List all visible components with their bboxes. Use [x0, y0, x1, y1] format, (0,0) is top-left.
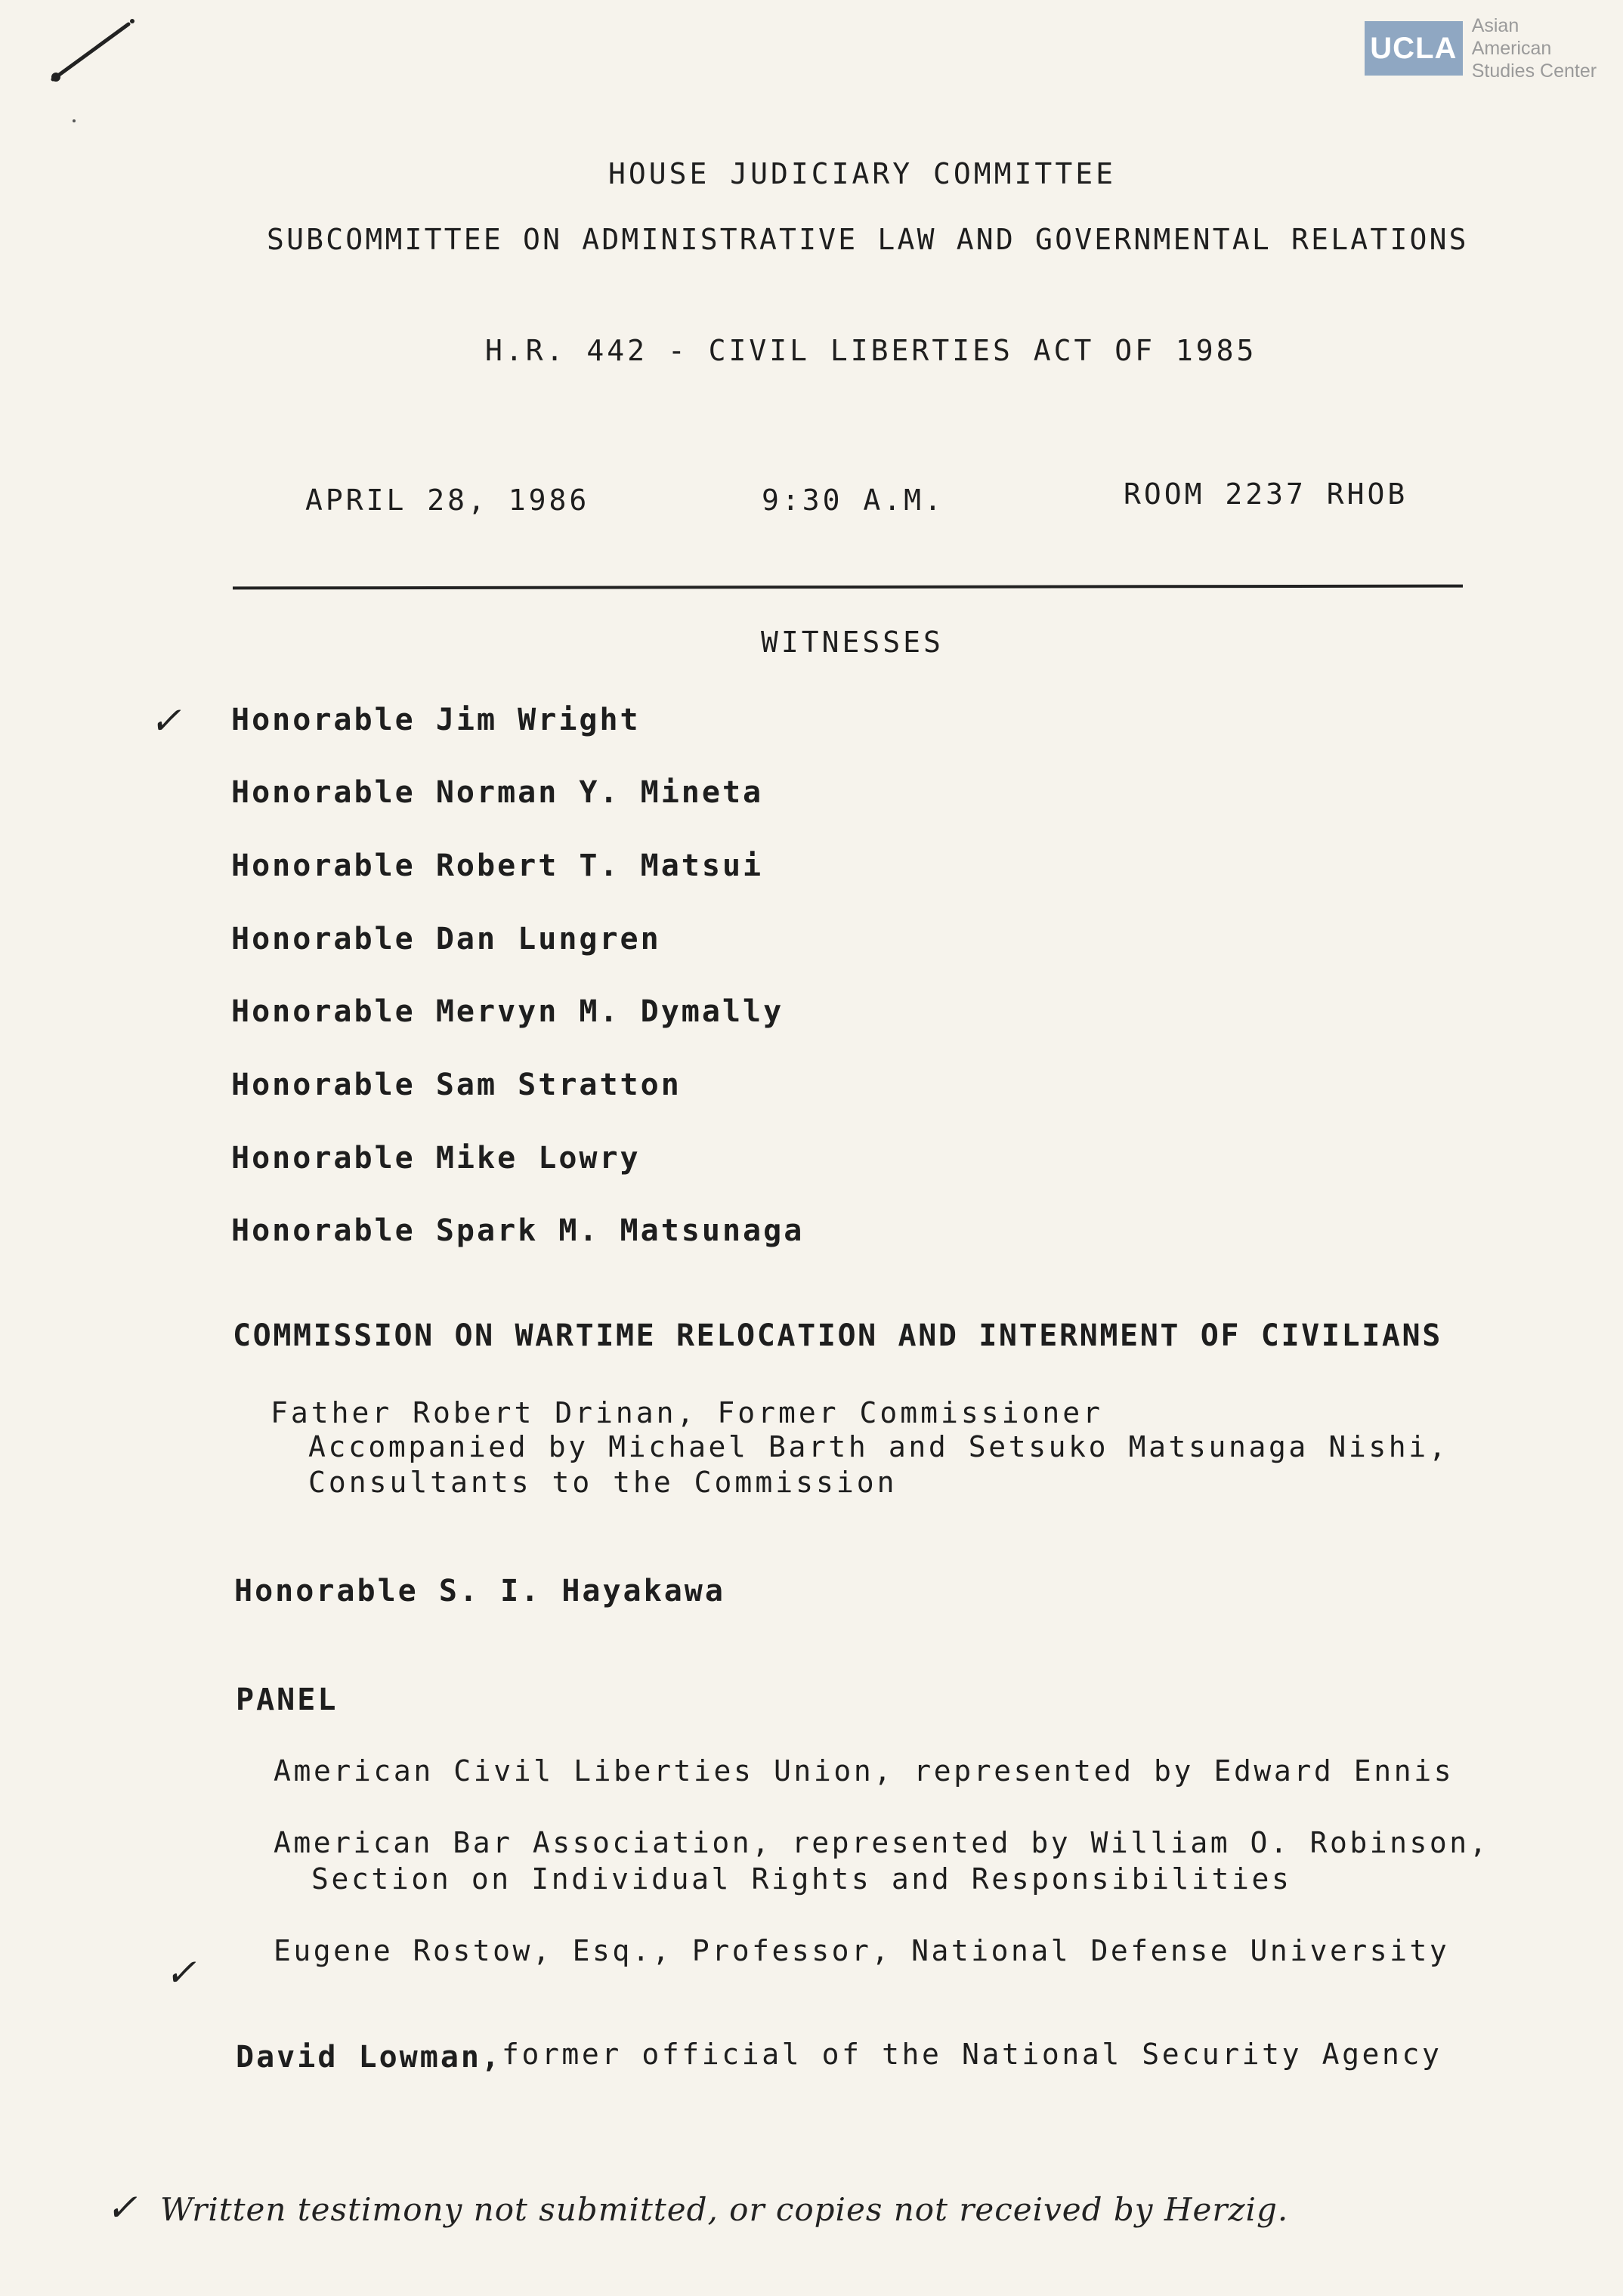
hearing-date: APRIL 28, 1986 — [305, 484, 590, 517]
watermark-line-2: Studies Center — [1471, 60, 1597, 82]
panel-aba-line-2: Section on Individual Rights and Responsibilities — [311, 1862, 1292, 1896]
divider-line — [233, 585, 1463, 590]
witness-item: Honorable Mervyn M. Dymally — [231, 994, 784, 1029]
commission-line-1: Father Robert Drinan, Former Commissioner — [270, 1396, 1103, 1429]
witness-lowman-name: David Lowman, — [236, 2040, 502, 2075]
panel-aba-line-1: American Bar Association, represented by William O. Robinson, — [274, 1826, 1490, 1859]
witness-item: Honorable Spark M. Matsunaga — [231, 1213, 805, 1248]
checkmark-1-icon: ✓ — [150, 699, 181, 743]
checkmark-3-icon: ✓ — [106, 2186, 138, 2230]
witness-hayakawa: Honorable S. I. Hayakawa — [234, 1574, 725, 1608]
watermark-line-1: Asian American — [1471, 15, 1552, 59]
witness-item: Honorable Mike Lowry — [231, 1141, 641, 1176]
witness-lowman-role: former official of the National Security Agency — [502, 2038, 1442, 2071]
witness-item: Honorable Sam Stratton — [231, 1068, 682, 1102]
panel-aclu: American Civil Liberties Union, represented by Edward Ennis — [274, 1754, 1455, 1788]
witnesses-heading: WITNESSES — [761, 626, 944, 659]
handwritten-note: Written testimony not submitted, or copies not received by Herzig. — [160, 2191, 1289, 2228]
bill-title: H.R. 442 - CIVIL LIBERTIES ACT OF 1985 — [485, 334, 1257, 367]
commission-line-2: Accompanied by Michael Barth and Setsuko Matsunaga Nishi, — [308, 1430, 1449, 1463]
committee-title: HOUSE JUDICIARY COMMITTEE — [608, 157, 1116, 190]
ucla-logo: UCLA — [1365, 21, 1463, 76]
witness-item: Honorable Robert T. Matsui — [231, 848, 764, 883]
commission-title: COMMISSION ON WARTIME RELOCATION AND INTERNMENT OF CIVILIANS — [233, 1318, 1442, 1353]
pen-mark-icon — [45, 15, 151, 136]
panel-rostow: Eugene Rostow, Esq., Professor, National Defense University — [274, 1934, 1450, 1967]
commission-line-3: Consultants to the Commission — [308, 1466, 898, 1499]
hearing-time: 9:30 A.M. — [762, 484, 944, 517]
subcommittee-title: SUBCOMMITTEE ON ADMINISTRATIVE LAW AND GOVERNMENTAL RELATIONS — [267, 223, 1469, 256]
hearing-room: ROOM 2237 RHOB — [1124, 477, 1408, 511]
panel-heading: PANEL — [236, 1683, 339, 1717]
witness-item: Honorable Norman Y. Mineta — [231, 775, 764, 810]
checkmark-2-icon: ✓ — [165, 1951, 196, 1995]
watermark-text — [1463, 15, 1603, 82]
witness-item: Honorable Dan Lungren — [231, 922, 661, 956]
witness-item: Honorable Jim Wright — [231, 703, 641, 737]
ucla-watermark — [1365, 15, 1603, 82]
